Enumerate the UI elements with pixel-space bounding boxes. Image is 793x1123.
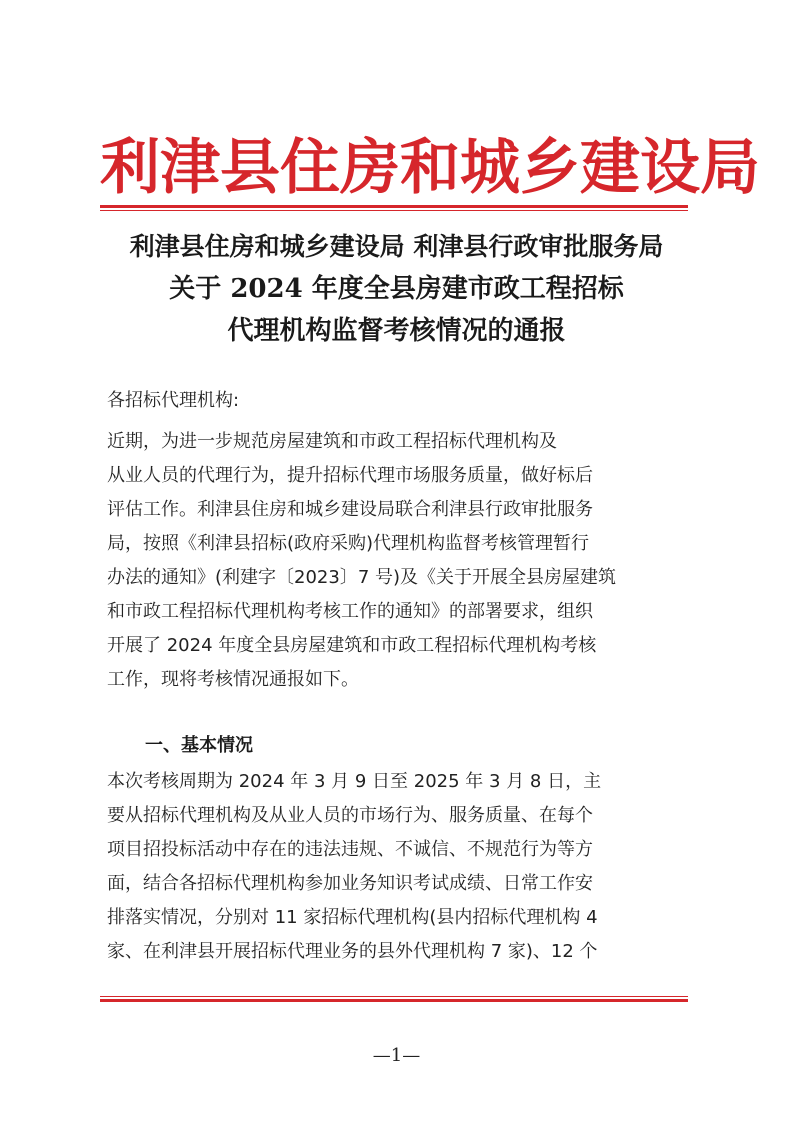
text-line: 要从招标代理机构及从业人员的市场行为、服务质量、在每个 bbox=[107, 805, 593, 826]
section-heading-basic-situation: 一、基本情况 bbox=[145, 735, 253, 756]
text-line: 办法的通知》(利建字〔2023〕7 号)及《关于开展全县房屋建筑 bbox=[107, 567, 617, 588]
text-line: 评估工作。利津县住房和城乡建设局联合利津县行政审批服务 bbox=[107, 499, 593, 520]
text-line: 排落实情况，分别对 11 家招标代理机构(县内招标代理机构 4 bbox=[107, 907, 598, 928]
text-line: 从业人员的代理行为，提升招标代理市场服务质量，做好标后 bbox=[107, 465, 593, 486]
salutation: 各招标代理机构: bbox=[107, 390, 240, 411]
document-title-line-2: 关于 2024 年度全县房建市政工程招标 bbox=[169, 274, 624, 304]
paragraph-basic-situation bbox=[107, 765, 687, 969]
footer-rule-thick bbox=[100, 999, 688, 1002]
document-title-line-1: 利津县住房和城乡建设局 利津县行政审批服务局 bbox=[129, 232, 664, 261]
text-line: 家、在利津县开展招标代理业务的县外代理机构 7 家)、12 个 bbox=[107, 941, 598, 962]
paragraph-intro bbox=[107, 425, 687, 697]
masthead-rule-thick bbox=[100, 205, 688, 208]
text-line: 面，结合各招标代理机构参加业务知识考试成绩、日常工作安 bbox=[107, 873, 593, 894]
text-line: 项目招投标活动中存在的违法违规、不诚信、不规范行为等方 bbox=[107, 839, 593, 860]
text-line: 和市政工程招标代理机构考核工作的通知》的部署要求，组织 bbox=[107, 601, 593, 622]
masthead-title: 利津县住房和城乡建设局 bbox=[100, 133, 760, 203]
text-line: 本次考核周期为 2024 年 3 月 9 日至 2025 年 3 月 8 日，主 bbox=[107, 771, 602, 792]
text-line: 开展了 2024 年度全县房屋建筑和市政工程招标代理机构考核 bbox=[107, 635, 597, 656]
text-line: 工作，现将考核情况通报如下。 bbox=[107, 669, 359, 690]
document-title-line-3: 代理机构监督考核情况的通报 bbox=[227, 316, 566, 346]
masthead-rule-thin bbox=[100, 210, 688, 211]
text-line: 近期，为进一步规范房屋建筑和市政工程招标代理机构及 bbox=[107, 431, 557, 452]
text-line: 局，按照《利津县招标(政府采购)代理机构监督考核管理暂行 bbox=[107, 533, 590, 554]
footer-rule-thin bbox=[100, 996, 688, 997]
page-number: —1— bbox=[372, 1045, 421, 1066]
